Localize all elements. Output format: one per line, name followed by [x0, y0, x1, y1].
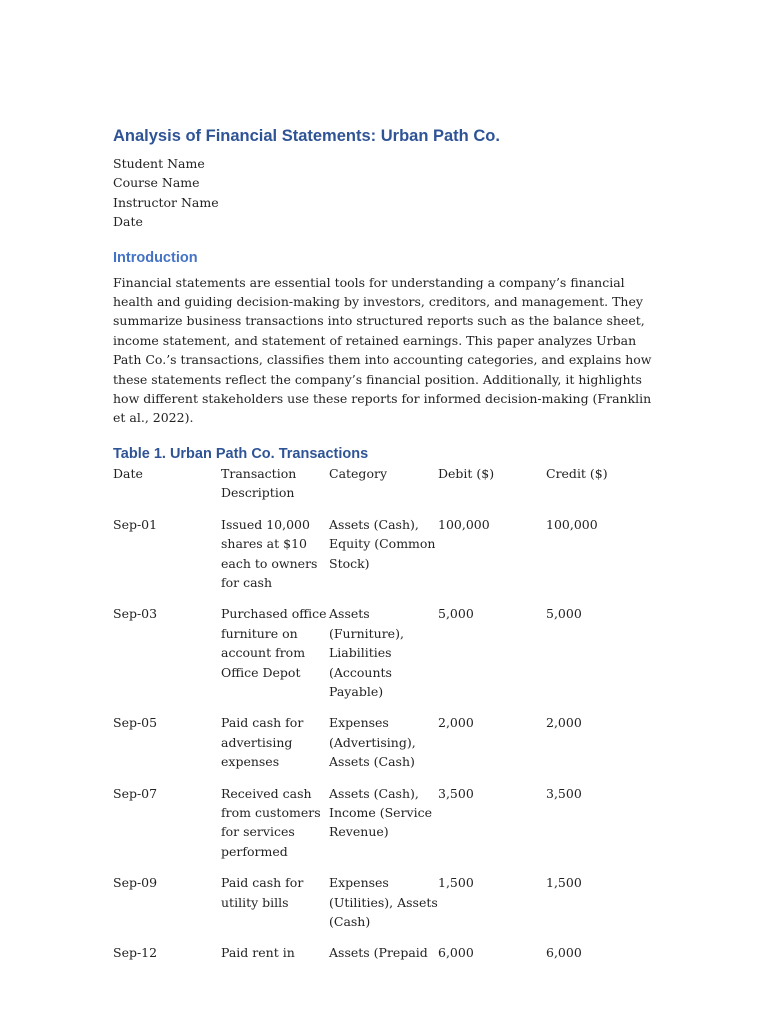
cell-date: Sep-09: [113, 875, 158, 891]
header-category: Category: [329, 465, 388, 481]
cell-debit: 3,500: [438, 785, 474, 801]
student-name: Student Name: [113, 156, 205, 171]
cell-category: Assets (Cash), Income (Service Revenue): [329, 785, 433, 840]
table-row: [113, 784, 658, 874]
cell-debit: 100,000: [438, 516, 490, 532]
cell-description: Received cash from customers for services performed: [221, 785, 321, 859]
document-title: Analysis of Financial Statements: Urban Path Co.: [113, 127, 500, 145]
cell-description: Paid cash for advertising expenses: [221, 715, 304, 770]
cell-debit: 6,000: [438, 945, 474, 961]
table-header-row: [113, 464, 658, 515]
date-line: Date: [113, 214, 143, 230]
cell-category: Assets (Furniture), Liabilities (Accounts Payable): [329, 606, 404, 699]
cell-debit: 5,000: [438, 606, 474, 622]
transactions-table: [113, 464, 658, 975]
cell-category: Expenses (Utilities), Assets (Cash): [329, 875, 438, 929]
cell-credit: 5,000: [546, 606, 582, 622]
cell-date: Sep-05: [113, 715, 158, 731]
introduction-heading: Introduction: [113, 249, 198, 266]
cell-category: Assets (Cash), Equity (Common Stock): [329, 516, 436, 571]
cell-description: Issued 10,000 shares at $10 each to owners for cash: [221, 516, 318, 590]
cell-date: Sep-03: [113, 606, 158, 622]
header-debit: Debit ($): [438, 465, 495, 481]
cell-credit: 100,000: [546, 516, 598, 532]
cell-category: Expenses (Advertising), Assets (Cash): [329, 715, 416, 770]
table-row: [113, 604, 658, 713]
cell-description: Paid rent in: [221, 945, 295, 961]
cell-credit: 2,000: [546, 715, 582, 731]
cell-credit: 3,500: [546, 785, 582, 801]
document-page: [113, 124, 658, 975]
title-block-meta: [113, 154, 658, 232]
cell-credit: 1,500: [546, 875, 582, 891]
cell-date: Sep-12: [113, 945, 158, 961]
cell-debit: 1,500: [438, 875, 474, 891]
introduction-paragraph: Financial statements are essential tools for understanding a company’s financial health and guiding decision-making by investors, creditors, and management. They summarize business transactions into structured reports such as the balance sheet, income statement, and statement of retained earnings. This paper analyzes Urban Path Co.’s transactions, classifies them into accounting categories, and explains how these statements reflect the company’s financial position. Additionally, it highlights how different stakeholders use these reports for informed decision-making (Franklin et al., 2022).: [113, 274, 652, 426]
table-row: [113, 713, 658, 783]
header-description: Transaction Description: [221, 465, 297, 501]
cell-date: Sep-01: [113, 516, 158, 532]
table-row: [113, 873, 658, 943]
table-row: [113, 515, 658, 605]
table-heading: Table 1. Urban Path Co. Transactions: [113, 445, 369, 462]
course-name: Course Name: [113, 175, 200, 191]
cell-credit: 6,000: [546, 945, 582, 961]
cell-description: Purchased office furniture on account from Office Depot: [221, 606, 327, 680]
cell-category: Assets (Prepaid: [329, 945, 428, 961]
header-credit: Credit ($): [546, 465, 608, 481]
instructor-name: Instructor Name: [113, 194, 219, 210]
table-row: [113, 943, 658, 974]
cell-debit: 2,000: [438, 715, 474, 731]
cell-date: Sep-07: [113, 785, 158, 801]
cell-description: Paid cash for utility bills: [221, 875, 304, 910]
header-date: Date: [113, 465, 143, 481]
